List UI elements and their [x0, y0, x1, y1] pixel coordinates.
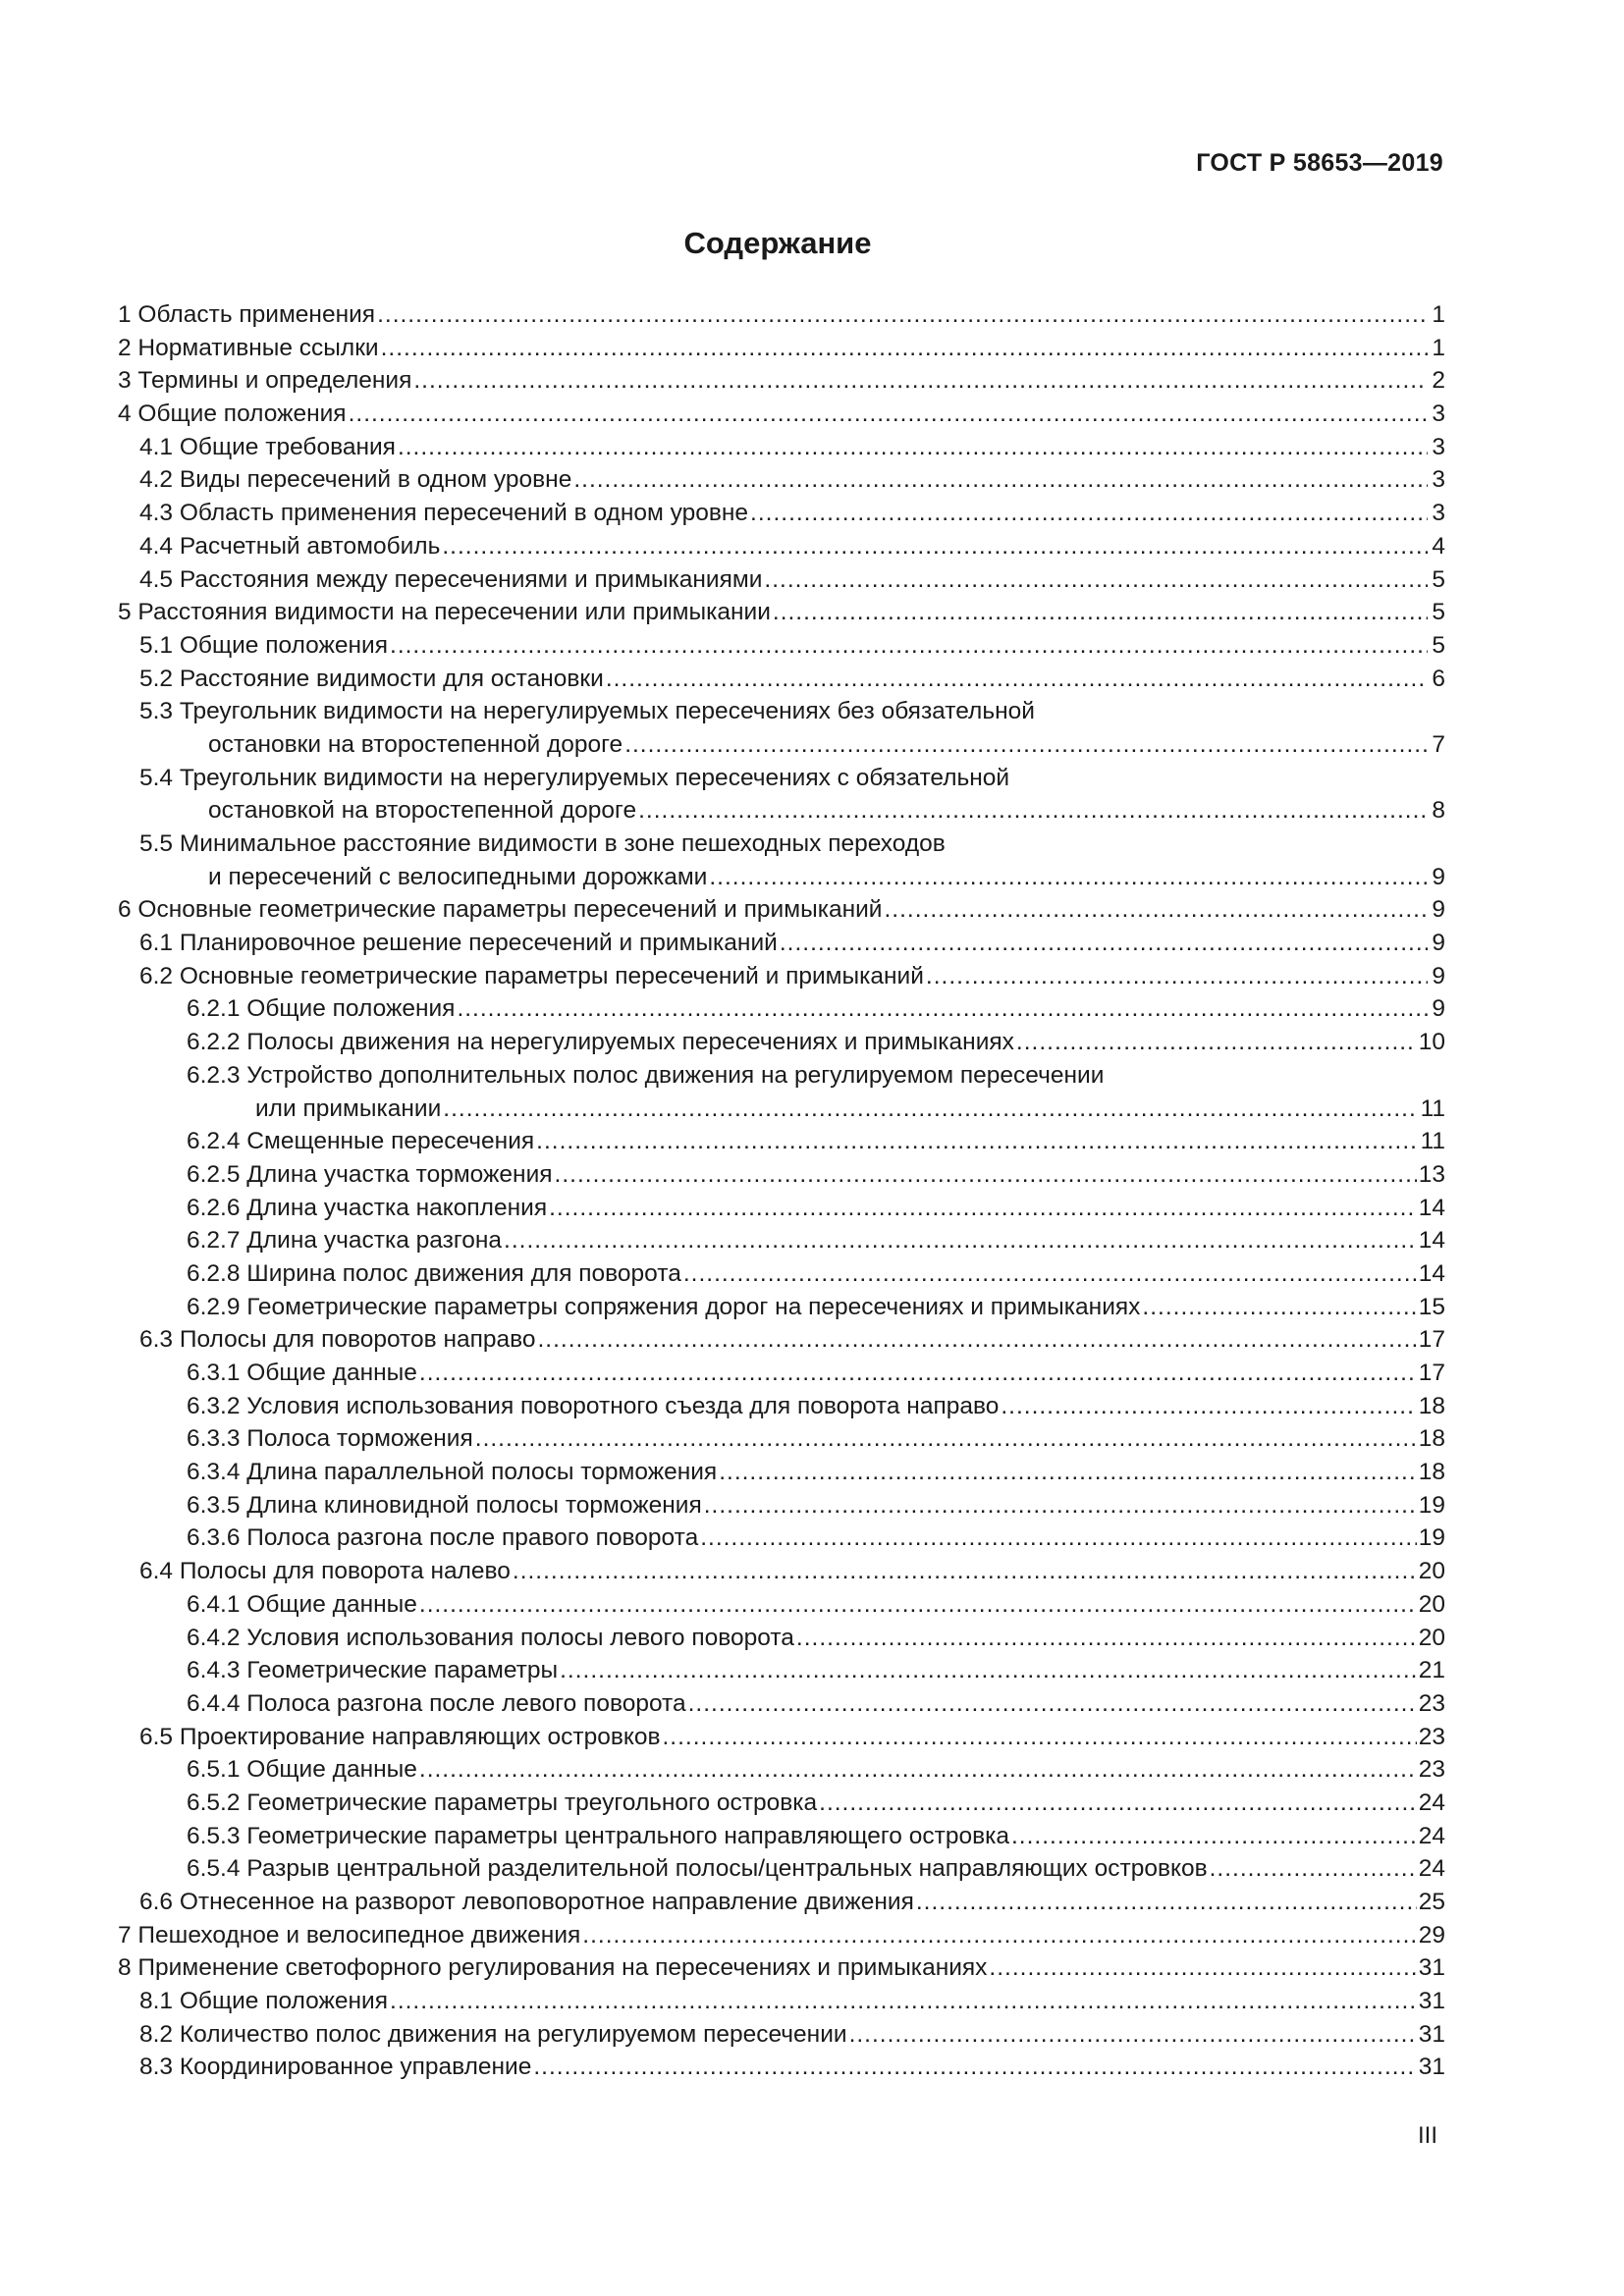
toc-entry-title: 6.4 Полосы для поворота налево	[139, 1558, 511, 1585]
dot-leader	[504, 1224, 1417, 1257]
toc-page-number: 10	[1418, 1029, 1445, 1056]
toc-entry[interactable]	[118, 1588, 1445, 1622]
toc-entry-title: 6 Основные геометрические параметры пересечений и примыканий	[118, 896, 883, 924]
toc-page-number: 19	[1418, 1491, 1445, 1519]
toc-entry[interactable]	[118, 530, 1445, 563]
toc-page-number: 7	[1432, 730, 1445, 758]
toc-entry[interactable]	[118, 828, 1445, 861]
toc-page-number: 5	[1432, 631, 1445, 659]
toc-entry-title: 5.5 Минимальное расстояние видимости в зоне пешеходных переходов	[139, 830, 946, 857]
dot-leader	[475, 1422, 1417, 1456]
dot-leader	[704, 1489, 1417, 1522]
toc-entry-title: 6.2.6 Длина участка накопления	[187, 1194, 548, 1221]
toc-entry[interactable]	[118, 992, 1445, 1026]
toc-entry[interactable]	[118, 1622, 1445, 1655]
toc-entry[interactable]	[118, 431, 1445, 464]
toc-entry-title: 5 Расстояния видимости на пересечении или примыкании	[118, 599, 771, 626]
toc-entry-title: 6.5.4 Разрыв центральной разделительной полосы/центральных направляющих островков	[187, 1855, 1208, 1883]
dot-leader	[916, 1886, 1417, 1919]
toc-entry[interactable]	[118, 2051, 1445, 2084]
dot-leader	[624, 728, 1428, 762]
toc-entry-title: 6.3.5 Длина клиновидной полосы торможения	[187, 1491, 702, 1519]
dot-leader	[419, 1357, 1417, 1390]
dot-leader	[442, 530, 1428, 563]
toc-page-number: 8	[1432, 797, 1445, 825]
toc-entry-title: 4.2 Виды пересечений в одном уровне	[139, 466, 572, 494]
toc-entry[interactable]	[118, 1026, 1445, 1059]
toc-entry-title-continuation: остановкой на второстепенной дороге	[208, 797, 637, 825]
toc-entry-continuation[interactable]	[118, 728, 1445, 762]
toc-page-number: 5	[1432, 565, 1445, 593]
toc-entry[interactable]	[118, 927, 1445, 960]
toc-page-number: 13	[1418, 1160, 1445, 1188]
toc-entry[interactable]	[118, 1820, 1445, 1853]
toc-entry[interactable]	[118, 762, 1445, 795]
toc-entry[interactable]	[118, 364, 1445, 398]
toc-page-number: 20	[1418, 1624, 1445, 1651]
dot-leader	[443, 1093, 1418, 1126]
toc-entry-title: 6.4.2 Условия использования полосы левого поворота	[187, 1624, 794, 1651]
toc-page-number: 24	[1418, 1822, 1445, 1849]
toc-entry[interactable]	[118, 596, 1445, 629]
toc-entry[interactable]	[118, 1422, 1445, 1456]
toc-entry[interactable]	[118, 1886, 1445, 1919]
toc-page-number: 6	[1432, 665, 1445, 692]
toc-entry-title: 4.5 Расстояния между пересечениями и примыканиями	[139, 565, 763, 593]
document-code: ГОСТ Р 58653—2019	[1196, 149, 1443, 177]
toc-entry[interactable]	[118, 1654, 1445, 1687]
dot-leader	[606, 663, 1428, 696]
toc-entry[interactable]	[118, 463, 1445, 497]
toc-entry[interactable]	[118, 1390, 1445, 1423]
toc-entry-title: 5.2 Расстояние видимости для остановки	[139, 665, 604, 692]
toc-entry-title: 3 Термины и определения	[118, 367, 412, 395]
toc-page-number: 14	[1418, 1259, 1445, 1287]
toc-page-number: 1	[1432, 301, 1445, 328]
toc-entry[interactable]	[118, 1787, 1445, 1820]
toc-entry[interactable]	[118, 1753, 1445, 1787]
toc-entry-title: 6.3.2 Условия использования поворотного съезда для поворота направо	[187, 1392, 1000, 1419]
toc-page-number: 5	[1432, 599, 1445, 626]
toc-entry[interactable]	[118, 1357, 1445, 1390]
toc-page-number: 31	[1418, 2020, 1445, 2048]
toc-entry-title: 6.2.9 Геометрические параметры сопряжения дорог на пересечениях и примыканиях	[187, 1293, 1141, 1320]
toc-entry-title: 6.2.5 Длина участка торможения	[187, 1160, 553, 1188]
toc-entry-title: 6.3.3 Полоса торможения	[187, 1425, 473, 1453]
toc-entry[interactable]	[118, 629, 1445, 663]
toc-entry[interactable]	[118, 1291, 1445, 1324]
toc-page-number: 3	[1432, 400, 1445, 428]
toc-entry-title: 6.5.3 Геометрические параметры центрального направляющего островка	[187, 1822, 1009, 1849]
toc-entry[interactable]	[118, 398, 1445, 431]
toc-page-number: 31	[1418, 2054, 1445, 2081]
toc-entry[interactable]	[118, 695, 1445, 728]
dot-leader	[536, 1125, 1418, 1158]
dot-leader	[1016, 1026, 1417, 1059]
toc-entry[interactable]	[118, 960, 1445, 993]
toc-page-number: 9	[1432, 863, 1445, 890]
toc-page-number: 18	[1418, 1392, 1445, 1419]
toc-entry-continuation[interactable]	[118, 794, 1445, 828]
dot-leader	[349, 398, 1428, 431]
toc-entry[interactable]	[118, 2018, 1445, 2052]
dot-leader	[513, 1555, 1417, 1588]
toc-entry-title: 4.4 Расчетный автомобиль	[139, 532, 441, 560]
toc-entry-title: 4 Общие положения	[118, 400, 347, 428]
dot-leader	[573, 463, 1428, 497]
dot-leader	[413, 364, 1428, 398]
toc-entry-continuation[interactable]	[118, 861, 1445, 894]
toc-entry[interactable]	[118, 1158, 1445, 1192]
toc-page-number: 18	[1418, 1425, 1445, 1453]
dot-leader	[533, 2051, 1416, 2084]
toc-page-number: 20	[1418, 1590, 1445, 1618]
dot-leader	[457, 992, 1428, 1026]
toc-entry[interactable]	[118, 1456, 1445, 1489]
dot-leader	[688, 1687, 1417, 1721]
toc-page-number: 2	[1432, 367, 1445, 395]
toc-entry-title: 6.4.1 Общие данные	[187, 1590, 417, 1618]
toc-entry-title: 8.1 Общие положения	[139, 1988, 389, 2015]
toc-page-number: 21	[1418, 1657, 1445, 1684]
toc-page-number: 1	[1432, 334, 1445, 361]
toc-entry[interactable]	[118, 1323, 1445, 1357]
dot-leader	[662, 1721, 1416, 1754]
toc-entry-title: 6.6 Отнесенное на разворот левоповоротное направление движения	[139, 1889, 914, 1915]
toc-page-number: 15	[1418, 1293, 1445, 1320]
toc-page-number: 23	[1418, 1689, 1445, 1717]
toc-page-number: 17	[1418, 1360, 1445, 1386]
dot-leader	[780, 927, 1428, 960]
toc-entry-title: 6.2.8 Ширина полос движения для поворота	[187, 1259, 681, 1287]
toc-page-number: 23	[1418, 1723, 1445, 1750]
toc-entry-continuation[interactable]	[118, 1093, 1445, 1126]
toc-page-number: 3	[1432, 433, 1445, 460]
toc-entry[interactable]	[118, 1192, 1445, 1225]
toc-page-number: 3	[1432, 466, 1445, 494]
dot-leader	[926, 960, 1428, 993]
dot-leader	[549, 1192, 1417, 1225]
dot-leader	[750, 497, 1428, 530]
toc-entry-title: 4.1 Общие требования	[139, 433, 396, 460]
toc-entry-title-continuation: и пересечений с велосипедными дорожками	[208, 863, 708, 890]
toc-entry-title: 6.3.6 Полоса разгона после правого поворота	[187, 1524, 699, 1552]
toc-entry-title: 6.2.3 Устройство дополнительных полос движения на регулируемом пересечении	[187, 1061, 1105, 1089]
toc-page-number: 20	[1418, 1558, 1445, 1585]
toc-entry-title: 6.4.3 Геометрические параметры	[187, 1657, 559, 1684]
dot-leader	[390, 629, 1428, 663]
toc-page-number: 23	[1418, 1756, 1445, 1784]
dot-leader	[1210, 1852, 1417, 1886]
toc-entry[interactable]	[118, 298, 1445, 332]
toc-entry-title: 6.5 Проектирование направляющих островков	[139, 1723, 661, 1750]
toc-page-number: 9	[1432, 962, 1445, 989]
toc-page-number: 9	[1432, 896, 1445, 924]
toc-entry[interactable]	[118, 893, 1445, 927]
toc-page-number: 14	[1418, 1194, 1445, 1221]
toc-entry[interactable]	[118, 1687, 1445, 1721]
toc-entry[interactable]	[118, 1522, 1445, 1555]
toc-entry[interactable]	[118, 1919, 1445, 1952]
toc-entry-title: 6.5.2 Геометрические параметры треугольного островка	[187, 1789, 818, 1816]
toc-page-number: 19	[1418, 1524, 1445, 1552]
toc-page-number: 24	[1418, 1789, 1445, 1816]
toc-entry-title: 6.4.4 Полоса разгона после левого поворота	[187, 1689, 686, 1717]
dot-leader	[1142, 1291, 1416, 1324]
dot-leader	[773, 596, 1428, 629]
dot-leader	[419, 1753, 1417, 1787]
toc-entry-title: 6.5.1 Общие данные	[187, 1756, 417, 1784]
toc-entry-title: 6.3 Полосы для поворотов направо	[139, 1326, 536, 1354]
toc-entry-title: 6.2.4 Смещенные пересечения	[187, 1128, 535, 1155]
toc-entry[interactable]	[118, 1951, 1445, 1985]
toc-entry-title: 6.2 Основные геометрические параметры пересечений и примыканий	[139, 962, 924, 989]
toc-page-number: 11	[1420, 1128, 1445, 1155]
dot-leader	[381, 332, 1428, 365]
dot-leader	[683, 1257, 1417, 1291]
toc-entry[interactable]	[118, 663, 1445, 696]
toc-entry[interactable]	[118, 332, 1445, 365]
dot-leader	[819, 1787, 1417, 1820]
page-number: III	[1417, 2122, 1437, 2149]
dot-leader	[560, 1654, 1417, 1687]
toc-page-number: 29	[1418, 1921, 1445, 1949]
toc-entry[interactable]	[118, 1125, 1445, 1158]
dot-leader	[700, 1522, 1417, 1555]
dot-leader	[398, 431, 1428, 464]
dot-leader	[419, 1588, 1417, 1622]
dot-leader	[1001, 1390, 1416, 1423]
toc-entry-title: 5.3 Треугольник видимости на нерегулируемых пересечениях без обязательной	[139, 698, 1035, 725]
table-of-contents	[118, 298, 1445, 2084]
dot-leader	[989, 1951, 1416, 1985]
toc-entry[interactable]	[118, 1852, 1445, 1886]
toc-page-number: 9	[1432, 995, 1445, 1023]
toc-entry[interactable]	[118, 1257, 1445, 1291]
dot-leader	[796, 1622, 1417, 1655]
toc-entry-title: 4.3 Область применения пересечений в одном уровне	[139, 500, 749, 527]
toc-entry-title: 1 Область применения	[118, 301, 376, 328]
toc-entry[interactable]	[118, 1224, 1445, 1257]
toc-page-number: 3	[1432, 500, 1445, 527]
dot-leader	[538, 1323, 1417, 1357]
toc-page-number: 11	[1420, 1095, 1445, 1122]
page-title: Содержание	[683, 226, 872, 260]
dot-leader	[719, 1456, 1417, 1489]
toc-page-number: 24	[1418, 1855, 1445, 1883]
toc-entry-title-continuation: или примыкании	[255, 1095, 442, 1122]
toc-entry[interactable]	[118, 1721, 1445, 1754]
dot-leader	[1011, 1820, 1417, 1853]
toc-page-number: 4	[1432, 532, 1445, 560]
toc-page-number: 14	[1418, 1227, 1445, 1255]
toc-entry-title: 8.3 Координированное управление	[139, 2054, 532, 2081]
dot-leader	[555, 1158, 1417, 1192]
toc-entry-title: 5.4 Треугольник видимости на нерегулируемых пересечениях с обязательной	[139, 764, 1010, 791]
dot-leader	[377, 298, 1428, 332]
toc-entry[interactable]	[118, 497, 1445, 530]
toc-entry-title: 6.2.1 Общие положения	[187, 995, 456, 1023]
dot-leader	[390, 1985, 1417, 2018]
toc-entry-title: 6.3.4 Длина параллельной полосы торможения	[187, 1459, 718, 1486]
dot-leader	[709, 861, 1428, 894]
toc-entry-title: 8 Применение светофорного регулирования на пересечениях и примыканиях	[118, 1954, 988, 1982]
toc-entry-title: 6.1 Планировочное решение пересечений и примыканий	[139, 930, 778, 957]
toc-entry-title-continuation: остановки на второстепенной дороге	[208, 730, 623, 758]
toc-entry[interactable]	[118, 1489, 1445, 1522]
toc-entry-title: 6.2.7 Длина участка разгона	[187, 1227, 503, 1255]
toc-entry-title: 8.2 Количество полос движения на регулируемом пересечении	[139, 2020, 847, 2048]
dot-leader	[884, 893, 1428, 927]
toc-entry-title: 6.3.1 Общие данные	[187, 1360, 417, 1386]
toc-page-number: 9	[1432, 930, 1445, 957]
toc-entry[interactable]	[118, 1555, 1445, 1588]
toc-page-number: 31	[1418, 1988, 1445, 2015]
dot-leader	[582, 1919, 1416, 1952]
dot-leader	[764, 563, 1428, 597]
toc-entry[interactable]	[118, 1985, 1445, 2018]
toc-page-number: 18	[1418, 1459, 1445, 1486]
toc-entry[interactable]	[118, 1059, 1445, 1093]
toc-entry-title: 5.1 Общие положения	[139, 631, 389, 659]
toc-page-number: 25	[1418, 1889, 1445, 1915]
toc-page-number: 31	[1418, 1954, 1445, 1982]
dot-leader	[849, 2018, 1417, 2052]
toc-entry-title: 6.2.2 Полосы движения на нерегулируемых пересечениях и примыканиях	[187, 1029, 1014, 1056]
toc-entry-title: 7 Пешеходное и велосипедное движения	[118, 1921, 581, 1949]
toc-page-number: 17	[1418, 1326, 1445, 1354]
dot-leader	[638, 794, 1428, 828]
toc-entry-title: 2 Нормативные ссылки	[118, 334, 379, 361]
toc-entry[interactable]	[118, 563, 1445, 597]
